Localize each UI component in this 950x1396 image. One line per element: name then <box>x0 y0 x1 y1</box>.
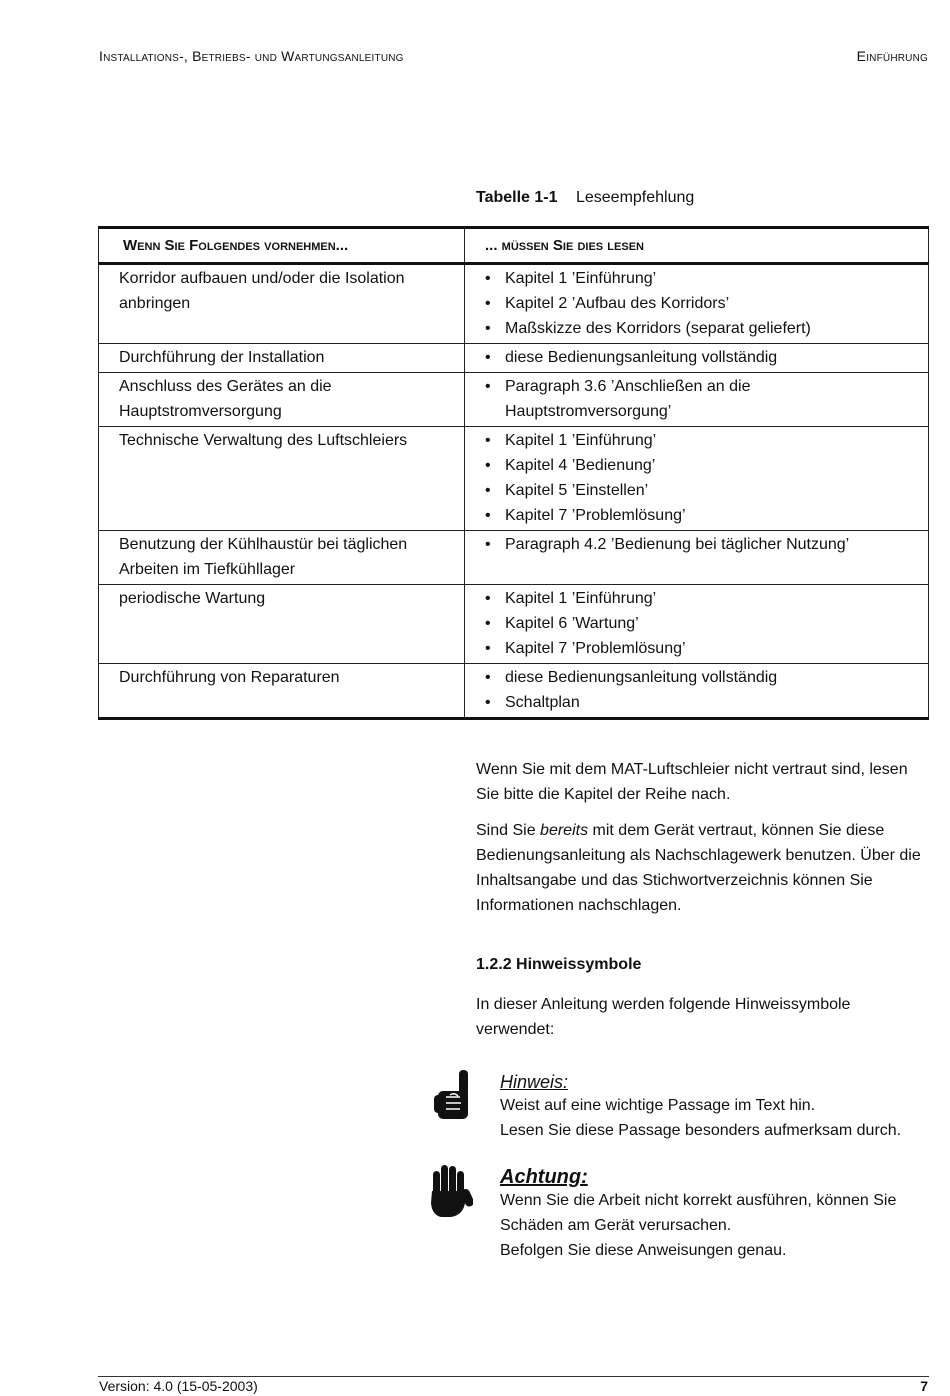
reference-paragraph <box>476 818 926 918</box>
table-row <box>99 373 929 427</box>
table-row <box>99 344 929 373</box>
column-header-task: Wenn Sie Folgendes vornehmen... <box>99 228 465 264</box>
page-number: 7 <box>920 1378 928 1394</box>
reading-list-item: • Maßskizze des Korridors (separat geliefert) <box>485 316 918 341</box>
reading-list-item: • Kapitel 1 ’Einführung’ <box>485 586 918 611</box>
task-cell: Durchführung der Installation <box>99 344 465 373</box>
reading-cell <box>465 373 929 427</box>
table-row <box>99 531 929 585</box>
reading-list-item: • Kapitel 5 ’Einstellen’ <box>485 478 918 503</box>
note-achtung <box>500 1166 930 1263</box>
footer-divider <box>98 1376 929 1377</box>
reading-cell <box>465 344 929 373</box>
task-cell: Anschluss des Gerätes an die Hauptstromversorgung <box>99 373 465 427</box>
task-cell: Durchführung von Reparaturen <box>99 664 465 719</box>
reading-list-item: • Schaltplan <box>485 690 918 715</box>
reading-list <box>485 428 918 528</box>
reading-list-item: • Paragraph 4.2 ’Bedienung bei täglicher Nutzung’ <box>485 532 918 557</box>
raised-hand-icon <box>427 1163 473 1219</box>
symbols-intro-paragraph: In dieser Anleitung werden folgende Hinweissymbole verwendet: <box>476 996 851 1038</box>
reading-list-item: • Kapitel 1 ’Einführung’ <box>485 428 918 453</box>
reading-list <box>485 532 918 557</box>
table-row <box>99 427 929 531</box>
note-achtung-line-2: Schäden am Gerät verursachen. <box>500 1217 732 1234</box>
task-cell: periodische Wartung <box>99 585 465 664</box>
note-hinweis-line-1: Weist auf eine wichtige Passage im Text hin. <box>500 1097 816 1114</box>
reading-recommendation-table <box>98 226 929 720</box>
reading-list-item: • Kapitel 1 ’Einführung’ <box>485 266 918 291</box>
pointing-hand-icon <box>434 1069 472 1123</box>
footer-version: Version: 4.0 (15-05-2003) <box>99 1378 258 1394</box>
table-caption <box>476 189 694 207</box>
reading-list-item: • Paragraph 3.6 ’Anschließen an die Hauptstromversorgung’ <box>485 374 918 424</box>
reading-list-item: • Kapitel 6 ’Wartung’ <box>485 611 918 636</box>
task-cell: Technische Verwaltung des Luftschleiers <box>99 427 465 531</box>
table-row <box>99 585 929 664</box>
reading-list <box>485 586 918 661</box>
note-hinweis-title: Hinweis: <box>500 1072 569 1092</box>
reading-list-item: • Kapitel 4 ’Bedienung’ <box>485 453 918 478</box>
reading-list-item: • diese Bedienungsanleitung vollständig <box>485 665 918 690</box>
reading-list <box>485 665 918 715</box>
column-header-reading: ... müssen Sie dies lesen <box>465 228 929 264</box>
note-achtung-title: Achtung: <box>500 1166 588 1188</box>
table-caption-number: Tabelle 1-1 <box>476 189 558 206</box>
note-achtung-line-3: Befolgen Sie diese Anweisungen genau. <box>500 1242 787 1259</box>
task-cell: Korridor aufbauen und/oder die Isolation anbringen <box>99 264 465 344</box>
table-row <box>99 664 929 719</box>
note-hinweis-line-2: Lesen Sie diese Passage besonders aufmerksam durch. <box>500 1122 902 1139</box>
reading-cell <box>465 427 929 531</box>
reading-cell <box>465 664 929 719</box>
running-header-chapter: Einführung <box>856 48 928 64</box>
table-caption-title: Leseempfehlung <box>575 189 695 206</box>
note-hinweis <box>500 1071 930 1143</box>
reading-list-item: • diese Bedienungsanleitung vollständig <box>485 345 918 370</box>
running-header-title: Installations-, Betriebs- und Wartungsanleitung <box>99 48 404 64</box>
table-body <box>99 264 929 719</box>
reading-list-item: • Kapitel 7 ’Problemlösung’ <box>485 636 918 661</box>
reading-list-item: • Kapitel 7 ’Problemlösung’ <box>485 503 918 528</box>
table-row <box>99 264 929 344</box>
reference-text-emphasis: bereits <box>540 822 589 839</box>
reference-text-start: Sind Sie <box>476 822 541 839</box>
reading-cell <box>465 264 929 344</box>
reading-list <box>485 345 918 370</box>
reference-text-end: mit dem Gerät vertraut, können Sie diese Bedienungsanleitung als Nachschlagewerk benutzen. Über die Inhaltsangabe und das Stichwortverzeichnis können Sie Informationen nachschlagen. <box>476 822 921 914</box>
reading-list-item: • Kapitel 2 ’Aufbau des Korridors’ <box>485 291 918 316</box>
task-cell: Benutzung der Kühlhaustür bei täglichen Arbeiten im Tiefkühllager <box>99 531 465 585</box>
intro-paragraph: Wenn Sie mit dem MAT-Luftschleier nicht vertraut sind, lesen Sie bitte die Kapitel der Reihe nach. <box>476 761 908 803</box>
reading-list <box>485 266 918 341</box>
reading-cell <box>465 585 929 664</box>
table-header-row <box>99 228 929 264</box>
reading-list <box>485 374 918 424</box>
reading-cell <box>465 531 929 585</box>
section-heading: 1.2.2 Hinweissymbole <box>476 956 642 973</box>
note-achtung-line-1: Wenn Sie die Arbeit nicht korrekt ausführen, können Sie <box>500 1192 897 1209</box>
